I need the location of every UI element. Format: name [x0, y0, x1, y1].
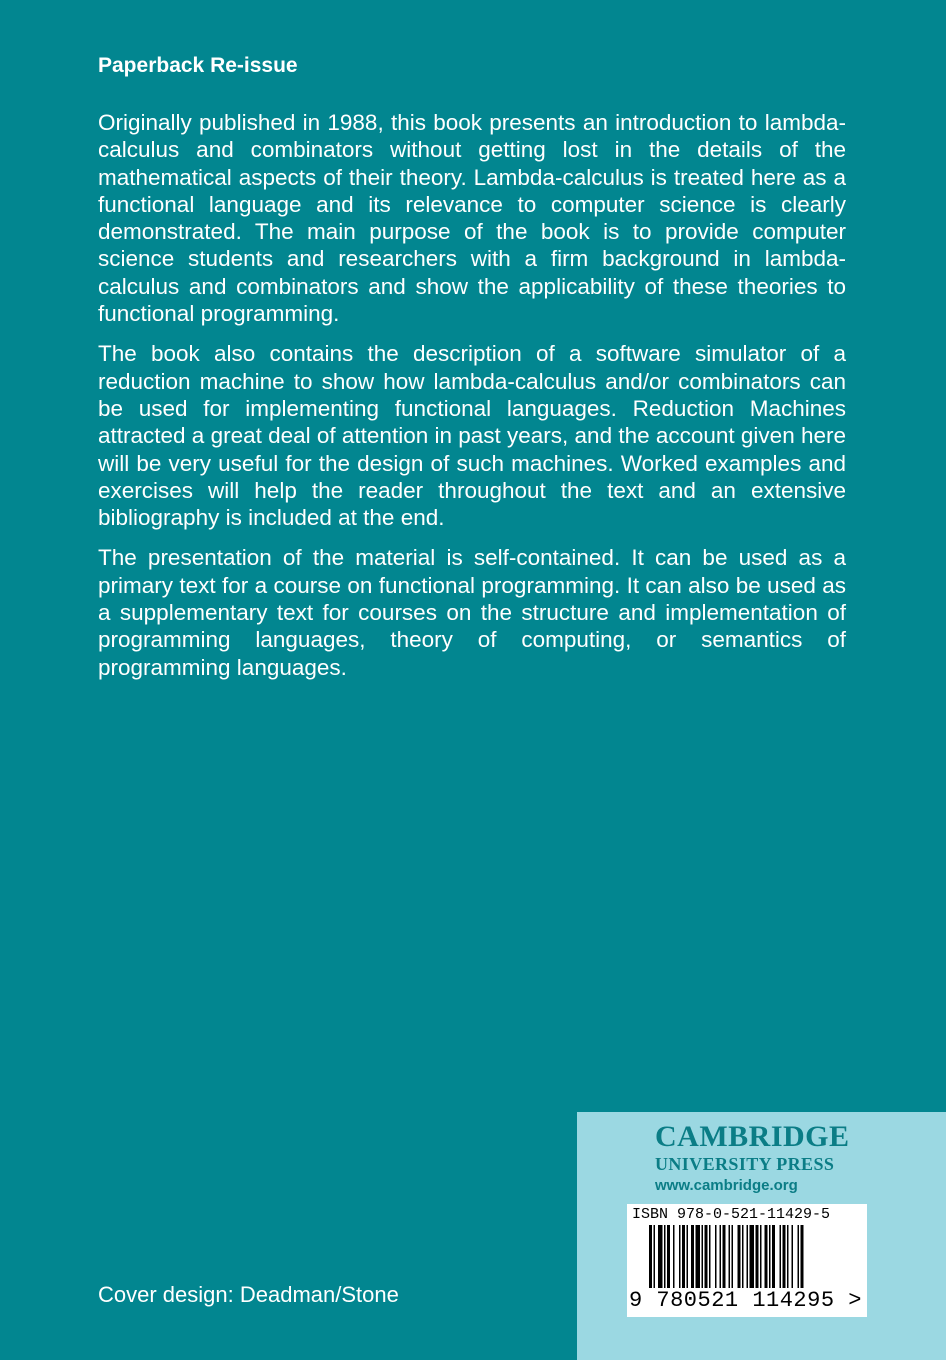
- barcode-bar: [679, 1225, 681, 1289]
- barcode-bar: [729, 1225, 731, 1289]
- barcode-bar: [780, 1225, 782, 1289]
- barcode-bar: [664, 1225, 666, 1289]
- barcode-bar: [658, 1225, 663, 1289]
- barcode-bar: [747, 1225, 749, 1289]
- barcode-bar: [705, 1225, 708, 1289]
- blurb-paragraph: The book also contains the description of a software simulator of a reduction machine to show how lambda-calculus and/or combinators can be used for implementing functional languages. Reduction Machines attracted a great deal of attention in past years, and the account given here will be very useful for the design of such machines. Worked examples and exercises will help the reader throughout the text and an extensive bibliography is included at the end.: [98, 341, 846, 531]
- barcode-bar: [742, 1225, 744, 1289]
- barcode-bar: [798, 1225, 800, 1289]
- barcode-bar: [801, 1225, 804, 1289]
- barcode-bar: [673, 1225, 675, 1289]
- isbn-text: ISBN 978-0-521-11429-5: [632, 1206, 831, 1223]
- barcode-bar: [765, 1225, 768, 1289]
- blurb-text: [98, 109, 846, 694]
- barcode-bar: [682, 1225, 685, 1289]
- blurb-paragraph: The presentation of the material is self-contained. It can be used as a primary text for a course on functional programming. It can also be used as a supplementary text for courses on the structure and implementation of programming languages, theory of computing, or semantics of programming languages.: [98, 545, 846, 680]
- barcode-bar: [760, 1225, 762, 1289]
- barcode-bar: [787, 1225, 789, 1289]
- barcode-bar: [783, 1225, 786, 1289]
- barcode-bar: [750, 1225, 755, 1289]
- barcode-icon: [627, 1225, 867, 1293]
- barcode-bar: [687, 1225, 689, 1289]
- barcode-bar: [649, 1225, 652, 1289]
- barcode-bar: [667, 1225, 670, 1289]
- barcode-bar: [756, 1225, 759, 1289]
- cover-design-credit: Cover design: Deadman/Stone: [98, 1282, 399, 1307]
- publisher-url: www.cambridge.org: [655, 1177, 798, 1194]
- section-heading: Paperback Re-issue: [98, 54, 298, 77]
- ean-digits: 9 780521 114295 >: [629, 1288, 862, 1313]
- blurb-paragraph: Originally published in 1988, this book presents an introduction to lambda-calculus and combinators without getting lost in the details of the mathematical aspects of their theory. Lambda-calculus is treated here as a functional language and its relevance to computer science is clearly demonstrated. The main purpose of the book is to provide computer science students and researchers with a firm background in lambda-calculus and combinators and show the applicability of these theories to functional programming.: [98, 110, 846, 327]
- barcode-bar: [715, 1225, 717, 1289]
- barcode-bar: [769, 1225, 771, 1289]
- barcode-bar: [792, 1225, 794, 1289]
- barcode-bar: [723, 1225, 726, 1289]
- barcode-bar: [696, 1225, 701, 1289]
- barcode-bar: [738, 1225, 741, 1289]
- publisher-logo-subtitle: UNIVERSITY PRESS: [655, 1154, 835, 1174]
- publisher-panel: [577, 1112, 946, 1360]
- barcode-bar: [732, 1225, 734, 1289]
- barcode-bar: [772, 1225, 775, 1289]
- barcode-bar: [691, 1225, 694, 1289]
- barcode-bar: [720, 1225, 722, 1289]
- barcode-label: [627, 1204, 867, 1317]
- barcode-bar: [654, 1225, 656, 1289]
- barcode-bar: [709, 1225, 711, 1289]
- barcode-bar: [702, 1225, 704, 1289]
- publisher-logo-name: CAMBRIDGE: [655, 1120, 850, 1153]
